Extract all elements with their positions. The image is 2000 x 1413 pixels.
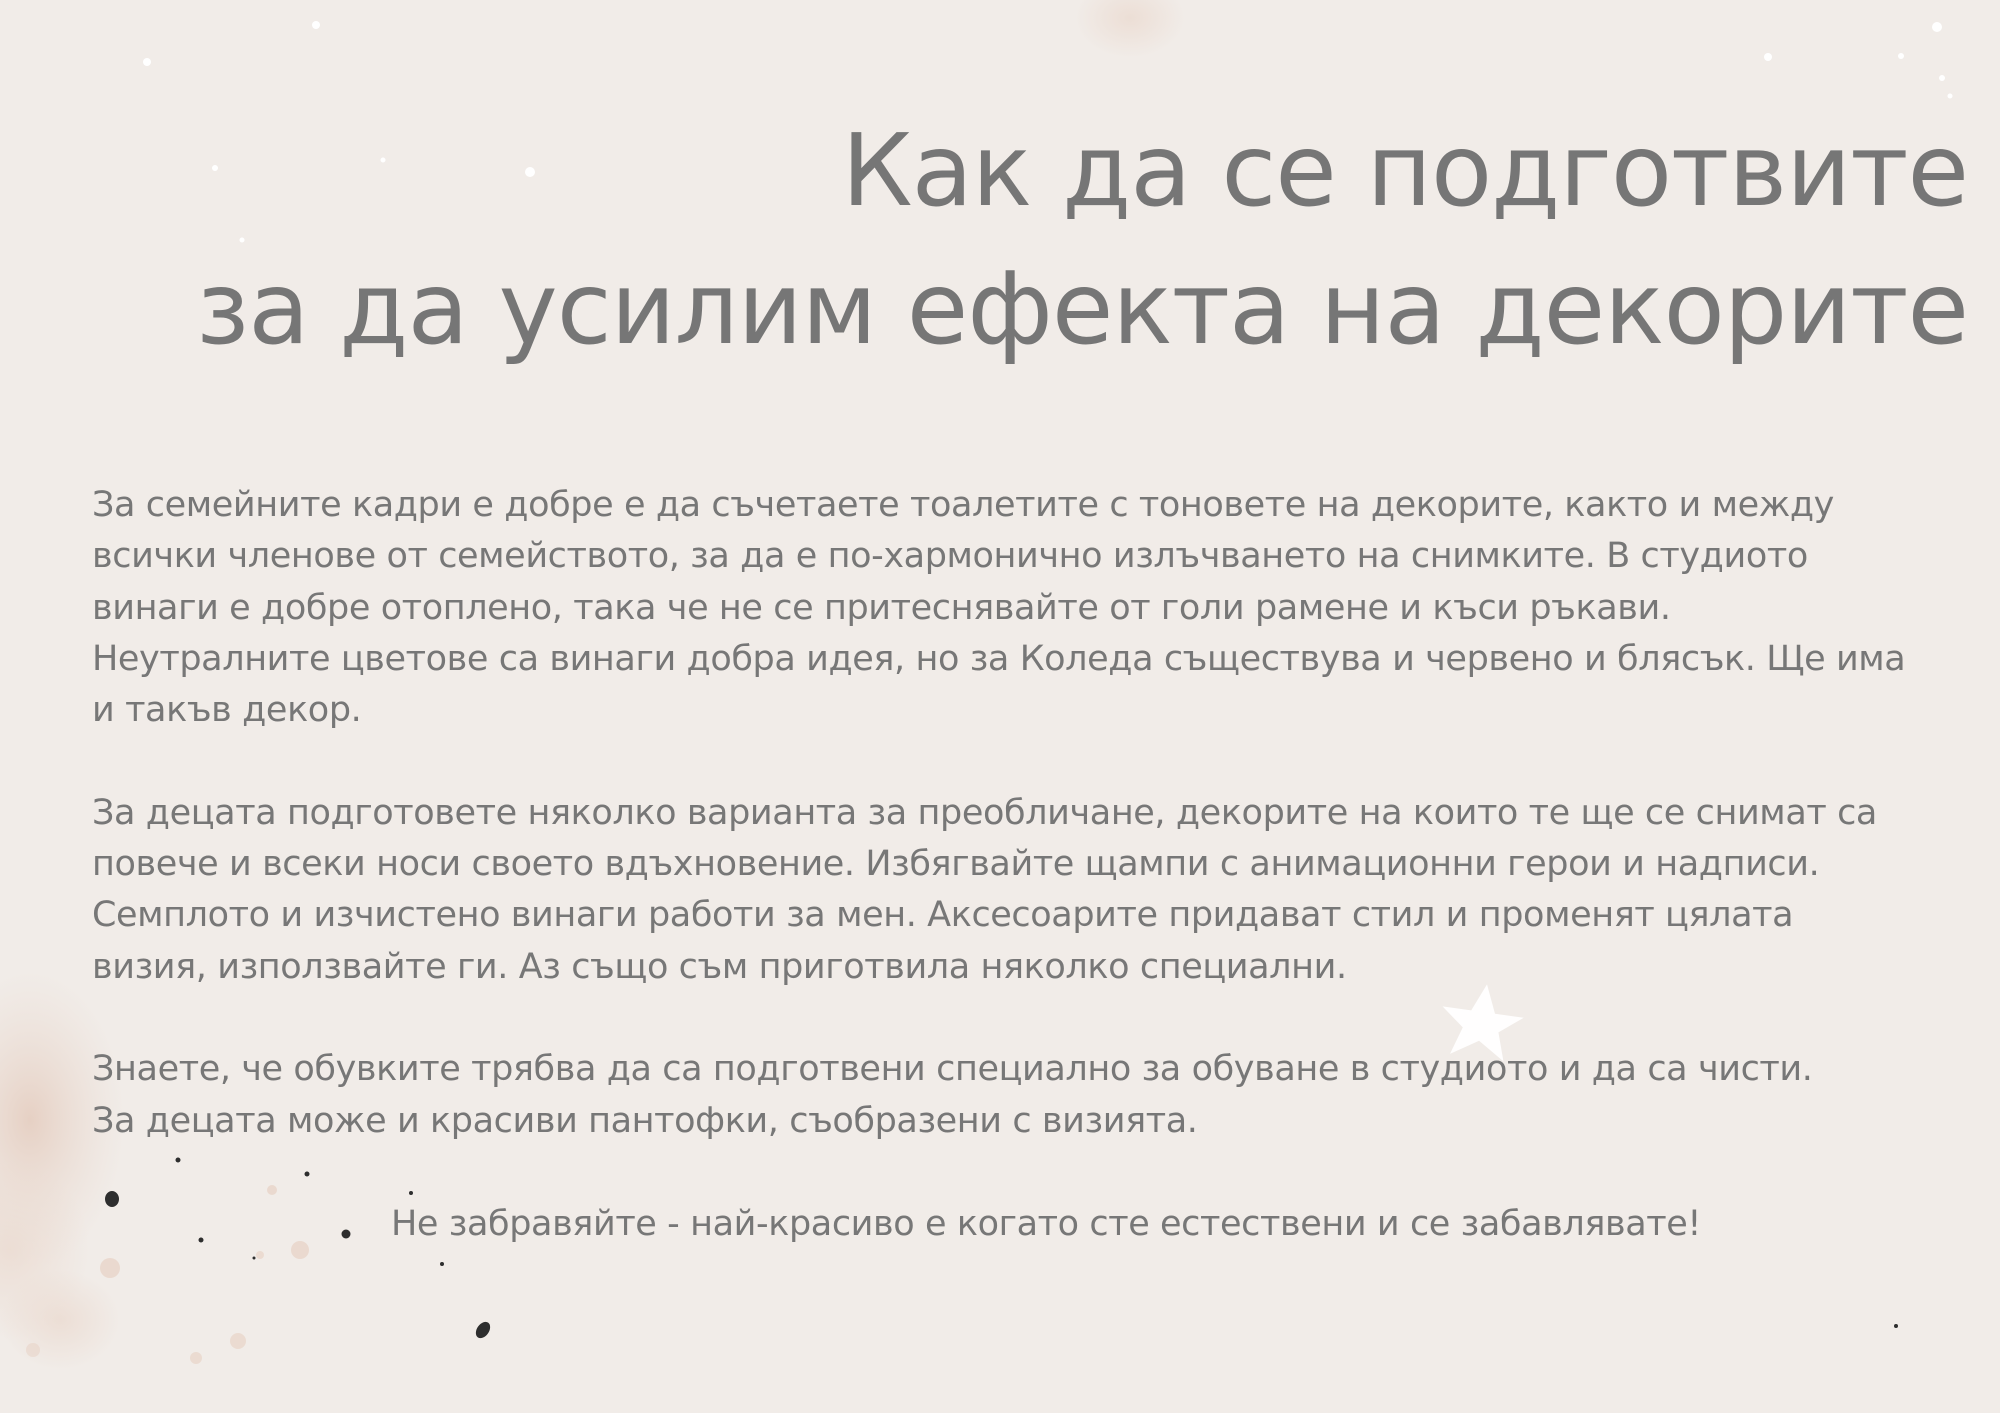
paragraph-shoes — [92, 1044, 1972, 1147]
page-title — [196, 102, 1968, 378]
text-line: Знаете, че обувките трябва да са подготвени специално за обуване в студиото и да са чисти. — [92, 1049, 1813, 1090]
text-line: За децата подготовете няколко варианта за преобличане, декорите на които те ще се снимат са — [92, 792, 1877, 833]
text-line: Неутралните цветове са винаги добра идея, но за Коледа съществува и червено и блясък. Ще има — [92, 638, 1906, 679]
text-line: и такъв декор. — [92, 690, 362, 731]
title-line-2: за да усилим ефекта на декорите — [196, 250, 1968, 367]
text-line: За семейните кадри е добре е да съчетаете тоалетите с тоновете на декорите, както и между — [92, 485, 1834, 525]
text-line: повече и всеки носи своето вдъхновение. Избягвайте щампи с анимационни герои и надписи. — [92, 844, 1820, 885]
paragraph-kids-outfits — [92, 788, 1972, 993]
text-line: За децата може и красиви пантофки, съобразени с визията. — [92, 1100, 1198, 1141]
title-line-1: Как да се подготвите — [841, 112, 1968, 229]
text-line: всички членове от семейството, за да е по-хармонично излъчването на снимките. В студиото — [92, 536, 1808, 577]
body-text — [92, 480, 1972, 1198]
text-line: Семплото и изчистено винаги работи за мен. Аксесоарите придават стил и променят цялата — [92, 895, 1794, 936]
text-line: визия, използвайте ги. Аз също съм приготвила няколко специални. — [92, 946, 1347, 987]
watercolor-stain-top — [1075, 0, 1185, 58]
text-line: винаги е добре отоплено, така че не се притеснявайте от голи рамене и къси ръкави. — [92, 587, 1671, 628]
closing-note: Не забравяйте - най-красиво е когато сте естествени и се забавлявате! — [391, 1204, 1702, 1244]
paragraph-family-outfits — [92, 480, 1972, 736]
